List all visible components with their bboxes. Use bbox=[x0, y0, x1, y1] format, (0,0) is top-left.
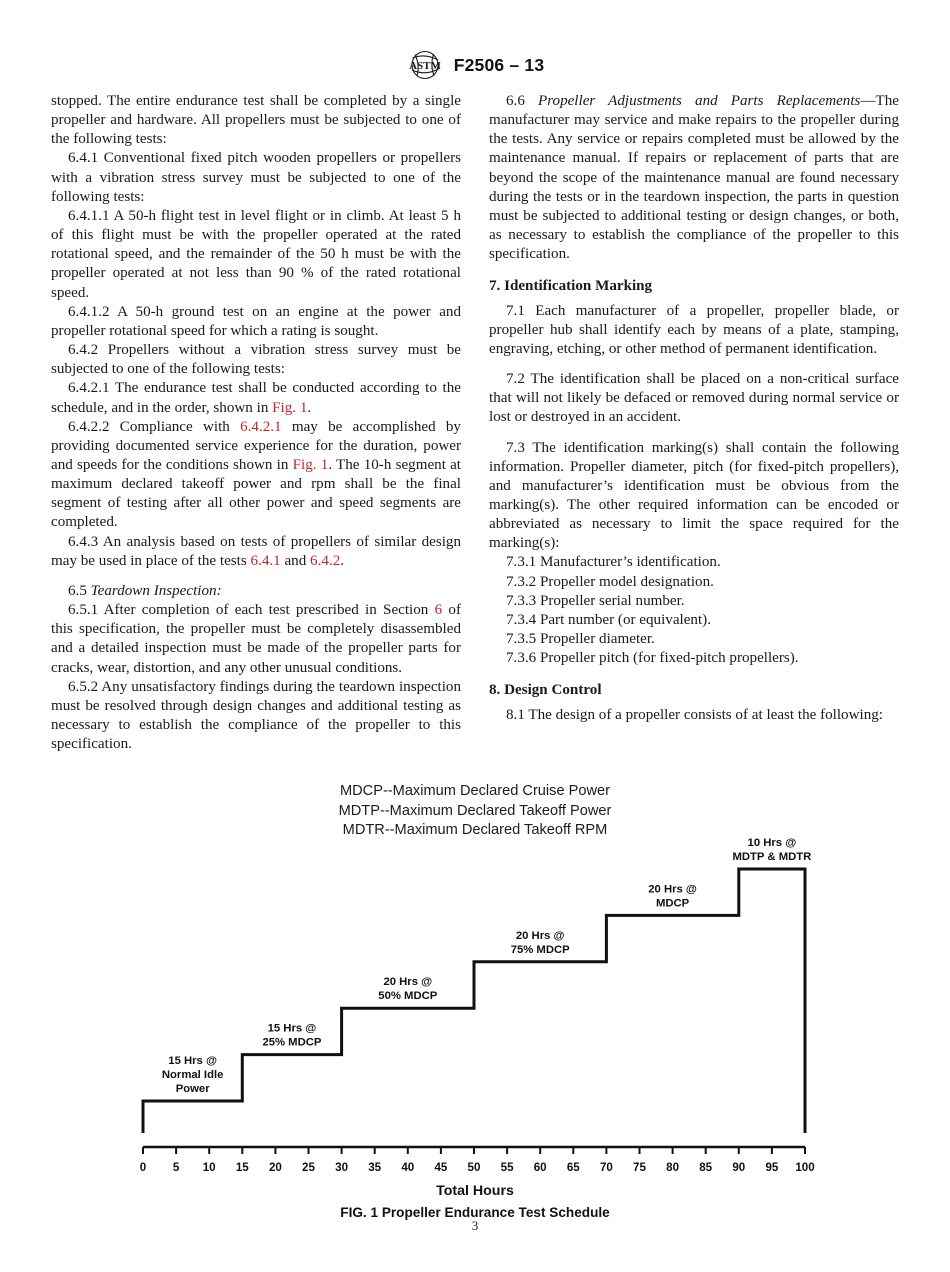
step-label-group bbox=[511, 929, 570, 955]
text-run: 6.4.2.2 Compliance with bbox=[68, 418, 241, 435]
step-label-line: 20 Hrs @ bbox=[648, 883, 697, 896]
step-schedule-path bbox=[143, 869, 805, 1133]
x-axis-tick-label: 75 bbox=[633, 1160, 646, 1174]
x-axis-tick-label: 95 bbox=[765, 1160, 779, 1174]
paragraph bbox=[51, 678, 461, 755]
paragraph bbox=[51, 207, 461, 303]
figure-legend bbox=[0, 782, 950, 841]
italic-term: Teardown Inspection: bbox=[90, 582, 222, 599]
step-label-line: MDCP bbox=[655, 897, 690, 910]
paragraph bbox=[489, 611, 899, 630]
text-run: 7.3 The identification marking(s) shall contain the following information. Propeller diameter, pitch (for fixed-pitch propellers), and manufacturer’s identification must be obvious from the marking(s). The other required information can be encoded or abbreviated as necessary to limit the space required for the marking(s): bbox=[489, 439, 899, 552]
text-run: 7.2 The identification shall be placed on a non-critical surface that will not likely be defaced or removed during normal service or lost or destroyed in an accident. bbox=[489, 371, 899, 426]
step-label-group bbox=[648, 883, 697, 909]
x-axis-tick-label: 10 bbox=[202, 1160, 216, 1174]
paragraph bbox=[489, 630, 899, 649]
paragraph bbox=[489, 439, 899, 554]
x-axis-tick-label: 20 bbox=[268, 1160, 282, 1174]
figure-caption: FIG. 1 Propeller Endurance Test Schedule bbox=[340, 1204, 610, 1220]
astm-logo-icon bbox=[406, 50, 444, 80]
text-run: 7. Identification Marking bbox=[489, 278, 653, 295]
text-run: 7.3.2 Propeller model designation. bbox=[506, 573, 714, 590]
page-number: 3 bbox=[471, 1218, 479, 1233]
x-axis-tick-label: 25 bbox=[302, 1160, 315, 1174]
x-axis-tick-label: 90 bbox=[732, 1160, 746, 1174]
paragraph bbox=[51, 379, 461, 417]
x-axis-tick-label: 85 bbox=[699, 1160, 713, 1174]
x-axis-tick-label: 35 bbox=[368, 1160, 382, 1174]
x-axis-title: Total Hours bbox=[436, 1182, 514, 1199]
right-column bbox=[489, 92, 899, 754]
text-run: 8. Design Control bbox=[489, 682, 602, 699]
step-label-line: 15 Hrs @ bbox=[168, 1054, 218, 1067]
text-run: and bbox=[280, 552, 311, 569]
paragraph bbox=[51, 341, 461, 379]
text-run: 6.6 bbox=[506, 93, 538, 109]
step-label-line: Power bbox=[175, 1082, 210, 1095]
paragraph bbox=[489, 553, 899, 572]
text-run: stopped. The entire endurance test shall be completed by a single propeller and hardware. All propellers must be subjected to one of the following tests: bbox=[51, 93, 461, 148]
text-run: 8.1 The design of a propeller consists of at least the following: bbox=[506, 706, 883, 723]
text-run: 7.3.6 Propeller pitch (for fixed-pitch propellers). bbox=[506, 650, 799, 667]
paragraph bbox=[51, 601, 461, 678]
x-axis-tick-label: 5 bbox=[172, 1160, 180, 1174]
x-axis-tick-label: 70 bbox=[599, 1160, 613, 1174]
chart-area bbox=[0, 836, 950, 1181]
text-run: 7.3.4 Part number (or equivalent). bbox=[506, 611, 711, 628]
cross-reference-link[interactable]: Fig. 1 bbox=[272, 399, 308, 416]
x-axis-tick-label: 100 bbox=[795, 1160, 815, 1174]
text-run: —The manufacturer may service and make repairs to the propeller during the tests. Any service or repairs completed must be allowed by the maintenance manual. If repairs or replacement of parts that are beyond the scope of the maintenance manual are found necessary during the tests or in the teardown inspection, the parts in question must be subjected to additional testing or design changes, or both, as necessary to establish the compliance of the propeller to this specification. bbox=[489, 93, 899, 263]
paragraph bbox=[489, 592, 899, 611]
body-columns bbox=[51, 92, 899, 754]
x-axis-tick-label: 65 bbox=[566, 1160, 580, 1174]
step-label-line: 25% MDCP bbox=[262, 1036, 322, 1049]
paragraph bbox=[51, 582, 461, 601]
endurance-step-chart bbox=[0, 836, 950, 1181]
x-axis-tick-label: 15 bbox=[235, 1160, 249, 1174]
paragraph bbox=[51, 92, 461, 149]
legend-line-mdtr: MDTR--Maximum Declared Takeoff RPM bbox=[342, 822, 608, 839]
cross-reference-link[interactable]: 6.4.2.1 bbox=[240, 418, 282, 435]
paragraph bbox=[489, 370, 899, 427]
figure-1 bbox=[0, 782, 950, 1220]
cross-reference-link[interactable]: 6.4.2 bbox=[310, 552, 341, 569]
paragraph bbox=[489, 92, 899, 264]
paragraph bbox=[489, 302, 899, 359]
text-run: of this specification, the propeller must be completely disassembled and a detailed inspection must be made of the propeller parts for cracks, wear, distortion, and any other unusual conditions. bbox=[51, 602, 461, 676]
paragraph bbox=[489, 649, 899, 668]
step-label-line: 10 Hrs @ bbox=[747, 836, 797, 849]
text-run: 6.5.2 Any unsatisfactory findings during the teardown inspection must be resolved through design changes and additional testing as necessary to establish the compliance of the propeller to this specification. bbox=[51, 678, 461, 753]
text-run: 7.3.1 Manufacturer’s identification. bbox=[506, 554, 721, 571]
paragraph bbox=[489, 573, 899, 592]
step-label-line: 20 Hrs @ bbox=[515, 929, 565, 942]
step-label-group bbox=[378, 976, 437, 1002]
text-run: 6.5 bbox=[68, 582, 91, 599]
page-header bbox=[0, 0, 950, 82]
legend-line-mdcp: MDCP--Maximum Declared Cruise Power bbox=[339, 783, 611, 799]
cross-reference-link[interactable]: Fig. 1 bbox=[292, 456, 329, 473]
text-run: . bbox=[340, 552, 345, 569]
cross-reference-link[interactable]: 6.4.1 bbox=[250, 552, 281, 569]
svg-text:ASTM: ASTM bbox=[408, 60, 441, 72]
text-run: 7.3.3 Propeller serial number. bbox=[506, 592, 685, 609]
x-axis-tick-label: 50 bbox=[467, 1160, 481, 1174]
x-axis-tick-label: 45 bbox=[434, 1160, 448, 1174]
x-axis-tick-label: 60 bbox=[533, 1160, 547, 1174]
document-designation: F2506 – 13 bbox=[453, 54, 545, 75]
text-run: 6.4.3 An analysis based on tests of propellers of similar design may be used in place of the tests bbox=[51, 533, 461, 569]
step-label-group bbox=[162, 1055, 224, 1095]
paragraph bbox=[51, 418, 461, 533]
text-run: 6.4.1.2 A 50-h ground test on an engine at the power and propeller rotational speed for which a rating is sought. bbox=[51, 303, 461, 339]
paragraph bbox=[51, 303, 461, 341]
text-run: 6.5.1 After completion of each test prescribed in Section bbox=[68, 602, 435, 619]
text-run: 7.3.5 Propeller diameter. bbox=[506, 631, 655, 648]
text-run: may be accomplished by providing documented service experience for the duration, power and speeds for the conditions shown in bbox=[51, 418, 461, 473]
text-run: 6.4.2.1 The endurance test shall be conducted according to the schedule, and in the order, shown in bbox=[51, 380, 461, 416]
legend-line-mdtp: MDTP--Maximum Declared Takeoff Power bbox=[338, 802, 612, 819]
step-label-line: 50% MDCP bbox=[378, 989, 438, 1002]
italic-term: Propeller Adjustments and Parts Replacements bbox=[537, 93, 861, 109]
x-axis-tick-label: 80 bbox=[666, 1160, 680, 1174]
left-column bbox=[51, 92, 461, 754]
paragraph bbox=[51, 149, 461, 206]
step-label-line: 75% MDCP bbox=[510, 943, 570, 956]
section-heading bbox=[489, 681, 899, 700]
section-heading bbox=[489, 277, 899, 296]
x-axis-tick-label: 30 bbox=[335, 1160, 349, 1174]
x-axis-tick-label: 55 bbox=[500, 1160, 514, 1174]
text-run: 6.4.2 Propellers without a vibration stress survey must be subjected to one of the following tests: bbox=[51, 342, 461, 378]
cross-reference-link[interactable]: 6 bbox=[434, 602, 443, 619]
paragraph bbox=[489, 706, 899, 725]
x-axis-tick-label: 40 bbox=[401, 1160, 415, 1174]
step-label-line: 15 Hrs @ bbox=[267, 1022, 317, 1035]
step-label-line: 20 Hrs @ bbox=[383, 975, 433, 988]
text-run: 7.1 Each manufacturer of a propeller, propeller blade, or propeller hub shall identify each by means of a plate, stamping, engraving, etching, or other method of permanent identification. bbox=[489, 302, 899, 357]
text-run: . bbox=[307, 399, 312, 416]
text-run: 6.4.1 Conventional fixed pitch wooden propellers or propellers with a vibration stress survey must be subjected to one of the following tests: bbox=[51, 150, 461, 205]
x-axis-tick-label: 0 bbox=[139, 1160, 147, 1174]
step-label-line: MDTP & MDTR bbox=[732, 850, 812, 863]
text-run: 6.4.1.1 A 50-h flight test in level flight or in climb. At least 5 h of this flight must be with the propeller operated at the rated rotational speed, and the remainder of the 50 h must be with the propeller operated at not less than 90 % of the rated rotational speed. bbox=[51, 207, 461, 301]
step-label-line: Normal Idle bbox=[161, 1068, 224, 1081]
text-run: . The 10-h segment at maximum declared takeoff power and rpm shall be the final segment of testing after all other power and speed segments are completed. bbox=[51, 456, 462, 531]
step-label-group bbox=[262, 1022, 321, 1048]
paragraph bbox=[51, 533, 461, 571]
